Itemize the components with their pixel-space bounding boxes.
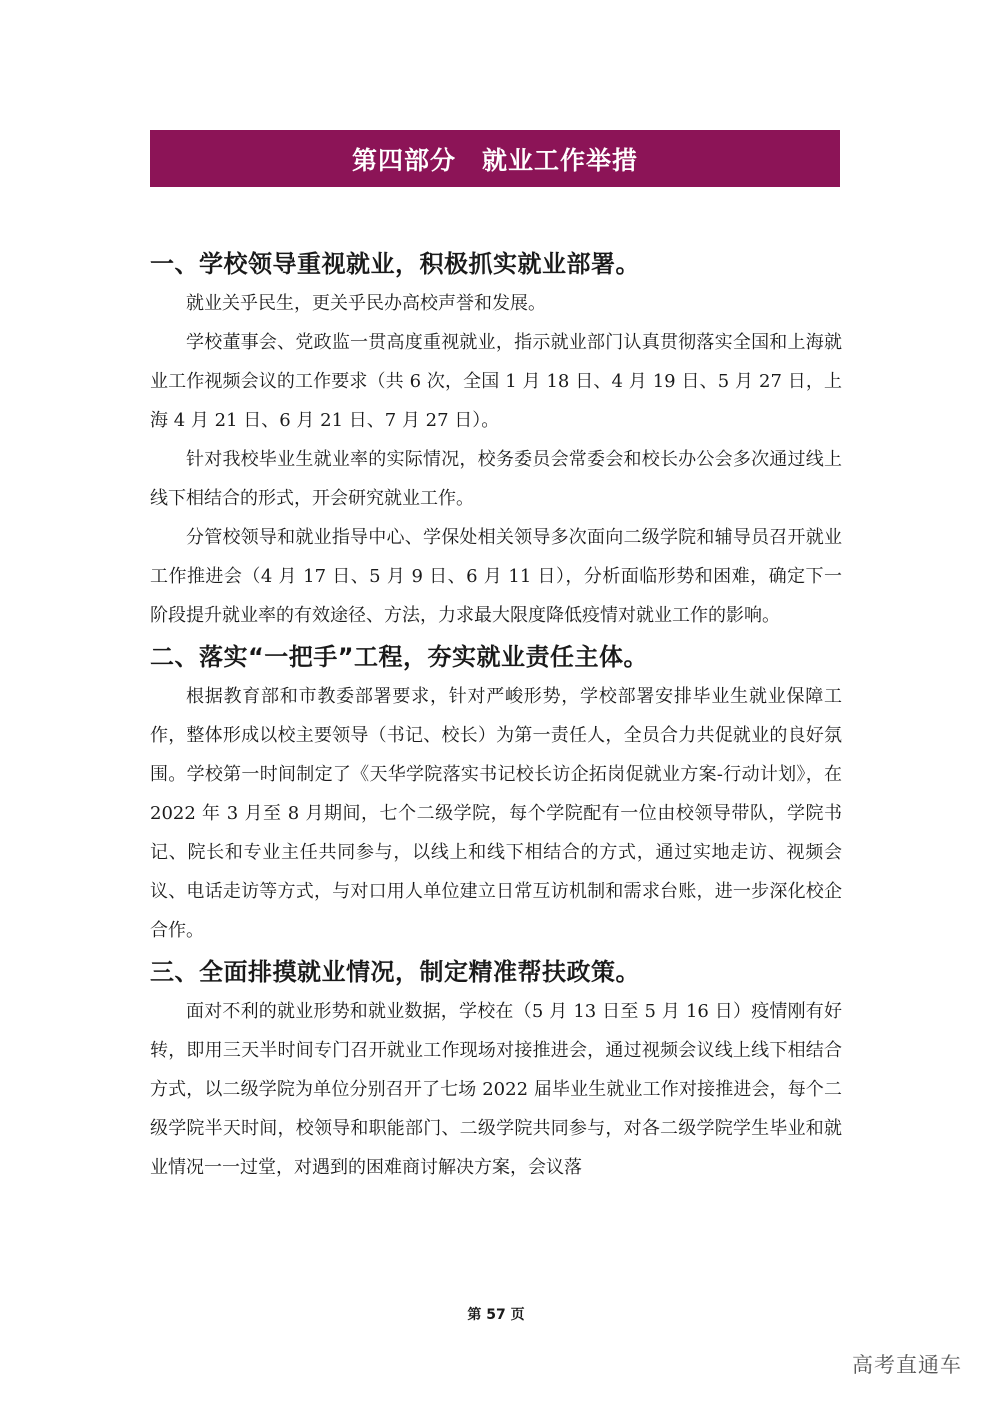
paragraph: 针对我校毕业生就业率的实际情况，校务委员会常委会和校长办公会多次通过线上线下相结合的形式，开会研究就业工作。 (150, 449, 842, 509)
paragraph: 学校董事会、党政监一贯高度重视就业，指示就业部门认真贯彻落实全国和上海就业工作视频会议的工作要求（共 6 次，全国 1 月 18 日、4 月 19 日、5 月 27 日，上海 4 月 21 日、6 月 21 日、7 月 27 日）。 (150, 332, 842, 431)
paragraph: 就业关乎民生，更关乎民办高校声誉和发展。 (186, 293, 546, 314)
paragraph: 根据教育部和市教委部署要求，针对严峻形势，学校部署安排毕业生就业保障工作，整体形成以校主要领导（书记、校长）为第一责任人，全员合力共促就业的良好氛围。学校第一时间制定了《天华学院落实书记校长访企拓岗促就业方案-行动计划》，在 2022 年 3 月至 8 月期间，七个二级学院，每个学院配有一位由校领导带队，学院书记、院长和专业主任共同参与，以线上和线下相结合的方式，通过实地走访、视频会议、电话走访等方式，与对口用人单位建立日常互访机制和需求台账，进一步深化校企合作。 (150, 686, 842, 941)
section-heading-1: 一、学校领导重视就业，积极抓实就业部署。 (150, 250, 640, 278)
document-body (150, 244, 842, 1187)
part-title-banner (150, 130, 840, 187)
page-number: 第 57 页 (467, 1307, 525, 1323)
part-title: 第四部分 就业工作举措 (351, 145, 638, 175)
section-heading-3: 三、全面排摸就业情况，制定精准帮扶政策。 (150, 958, 640, 986)
section-heading-2: 二、落实“一把手”工程，夯实就业责任主体。 (150, 643, 649, 671)
paragraph: 分管校领导和就业指导中心、学保处相关领导多次面向二级学院和辅导员召开就业工作推进会（4 月 17 日、5 月 9 日、6 月 11 日），分析面临形势和困难，确定下一阶段提升就业率的有效途径、方法，力求最大限度降低疫情对就业工作的影响。 (150, 527, 842, 626)
paragraph: 面对不利的就业形势和就业数据，学校在（5 月 13 日至 5 月 16 日）疫情刚有好转，即用三天半时间专门召开就业工作现场对接推进会，通过视频会议线上线下相结合方式，以二级学院为单位分别召开了七场 2022 届毕业生就业工作对接推进会，每个二级学院半天时间，校领导和职能部门、二级学院共同参与，对各二级学院学生毕业和就业情况一一过堂，对遇到的困难商讨解决方案，会议落 (150, 1001, 842, 1178)
watermark-text: 高考直通车 (852, 1353, 962, 1377)
